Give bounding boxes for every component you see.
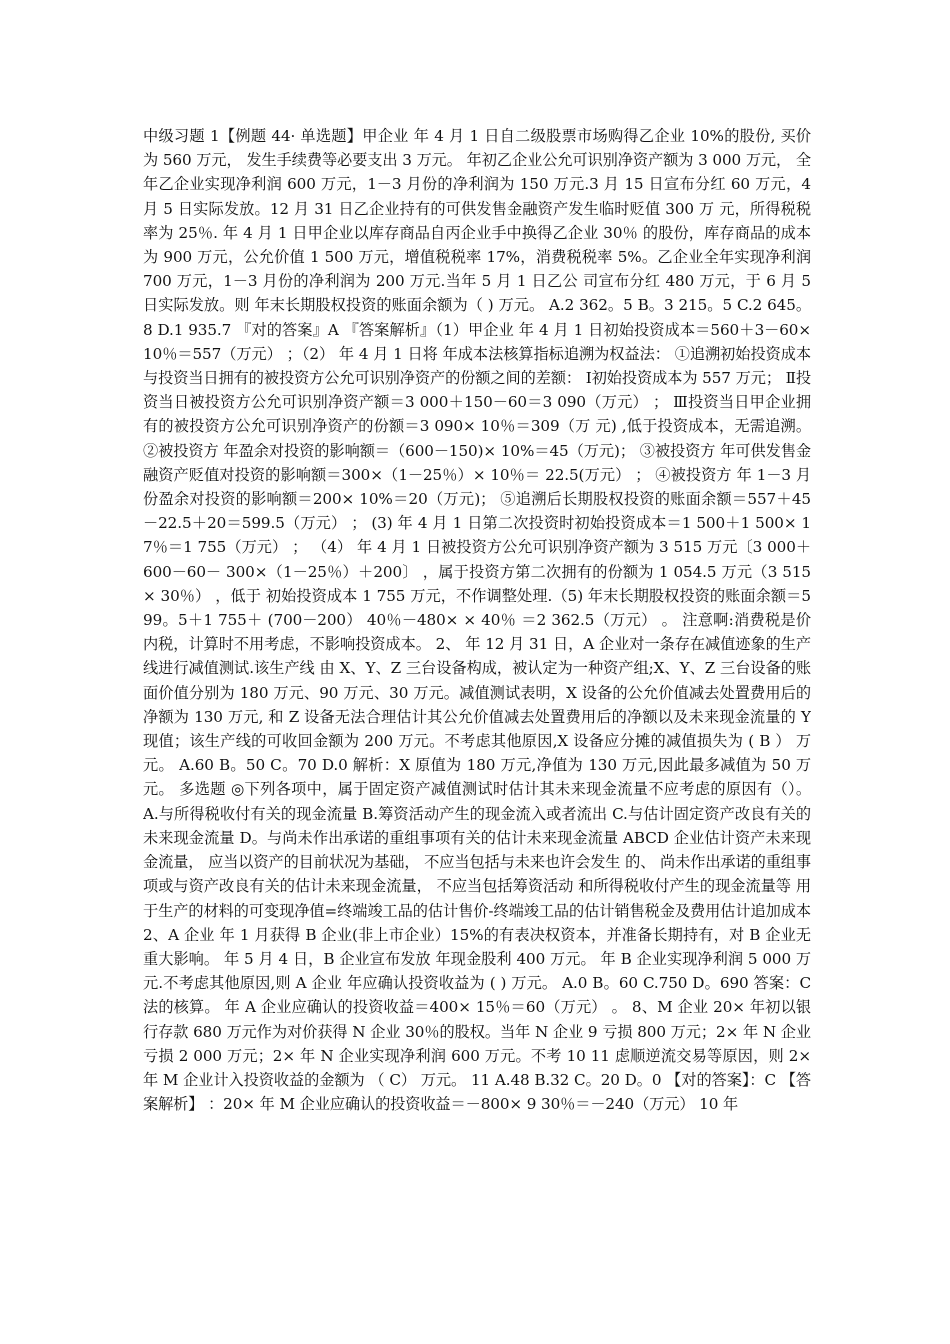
- document-body-text: 中级习题 1【例题 44· 单选题】甲企业 年 4 月 1 日自二级股票市场购得乙企业 10%的股份, 买价 为 560 万元， 发生手续费等必要支出 3 万元。 年初乙企业公允可识别净资产额为 3 000 万元， 全年乙企业实现净利润 600 万元，1－3 月份的净利润为 150 万元.3 月 15 日宣布分红 60 万元，4 月 5 日实际发放。12 月 31 日乙企业持有的可供发售金融资产发生临时贬值 300 万 元，所得税税率为 25％. 年 4 月 1 日甲企业以库存商品自丙企业手中换得乙企业 30％ 的股份，库存商品的成本为 900 万元，公允价值 1 500 万元，增值税税率 17%，消费税税率 5%。乙企业全年实现净利润 700 万元，1－3 月份的净利润为 200 万元.当年 5 月 1 日乙公 司宣布分红 480 万元，于 6 月 5 日实际发放。则 年末长期股权投资的账面余额为（ ) 万元。 A.2 362。5 B。3 215。5 C.2 645。8 D.1 935.7 『对的答案』A 『答案解析』（1）甲企业 年 4 月 1 日初始投资成本＝560＋3－60× 10％＝557（万元） ；（2） 年 4 月 1 日将 年成本法核算指标追溯为权益法： ①追溯初始投资成本与投资当日拥有的被投资方公允可识别净资产的份额之间的差额： Ⅰ初始投资成本为 557 万元； Ⅱ投资当日被投资方公允可识别净资产额＝3 000＋150－60＝3 090（万元） ； Ⅲ投资当日甲企业拥有的被投资方公允可识别净资产的份额＝3 090× 10％＝309（万 元) ,低于投资成本，无需追溯。 ②被投资方 年盈余对投资的影响额＝（600－150)× 10%＝45（万元)； ③被投资方 年可供发售金融资产贬值对投资的影响额＝300×（1－25％）× 10％＝ 22.5(万元） ； ④被投资方 年 1－3 月份盈余对投资的影响额＝200× 10%＝20（万元)； ⑤追溯后长期股权投资的账面余额＝557＋45－22.5＋20＝599.5（万元） ； (3) 年 4 月 1 日第二次投资时初始投资成本＝1 500＋1 500× 17％＝1 755（万元） ； （4） 年 4 月 1 日被投资方公允可识别净资产额为 3 515 万元〔3 000＋600－60－ 300×（1－25％）＋200〕 ，属于投资方第二次拥有的份额为 1 054.5 万元（3 515× 30％） ，低于 初始投资成本 1 755 万元，不作调整处理.（5) 年末长期股权投资的账面余额＝599。5＋1 755＋ (700－200） 40％－480× × 40％ ＝2 362.5（万元） 。 注意啊:消费税是价内税，计算时不用考虑，不影响投资成本。 2、 年 12 月 31 日，A 企业对一条存在减值迹象的生产线进行减值测试.该生产线 由 X、Y、Z 三台设备构成，被认定为一种资产组;X、Y、Z 三台设备的账面价值分别为 180 万元、90 万元、30 万元。减值测试表明，X 设备的公允价值减去处置费用后的净额为 130 万元, 和 Z 设备无法合理估计其公允价值减去处置费用后的净额以及未来现金流量的 Y 现值；该生产线的可收回金额为 200 万元。不考虑其他原因,X 设备应分摊的减值损失为 ( B ） 万元。 A.60 B。50 C。70 D.0 解析：X 原值为 180 万元,净值为 130 万元,因此最多减值为 50 万元。 多选题 ◎下列各项中，属于固定资产减值测试时估计其未来现金流量不应考虑的原因有（）。 A.与所得税收付有关的现金流量 B.筹资活动产生的现金流入或者流出 C.与估计固定资产改良有关的未来现金流量 D。与尚未作出承诺的重组事项有关的估计未来现金流量 ABCD 企业估计资产未来现金流量， 应当以资产的目前状况为基础， 不应当包括与未来也许会发生 的、 尚未作出承诺的重组事项或与资产改良有关的估计未来现金流量， 不应当包括筹资活动 和所得税收付产生的现金流量等 用于生产的材料的可变现净值=终端竣工品的估计售价-终端竣工品的估计销售税金及费用估计追加成本 2、A 企业 年 1 月获得 B 企业(非上市企业）15%的有表决权资本，并准备长期持有，对 B 企业无重大影响。 年 5 月 4 日，B 企业宣布发放 年现金股利 400 万元。 年 B 企业实现净利润 5 000 万元.不考虑其他原因,则 A 企业 年应确认投资收益为 ( ) 万元。 A.0 B。60 C.750 D。690 答案：C 法的核算。 年 A 企业应确认的投资收益＝400× 15％＝60（万元） 。 8、M 企业 20× 年初以银行存款 680 万元作为对价获得 N 企业 30％的股权。当年 N 企业 9 亏损 800 万元；2× 年 N 企业亏损 2 000 万元；2× 年 N 企业实现净利润 600 万元。不考 10 11 虑顺逆流交易等原因，则 2× 年 M 企业计入投资收益的金额为 （ C） 万元。 11 A.48 B.32 C。20 D。0 【对的答案】：C 【答案解析】 ：20× 年 M 企业应确认的投资收益＝－800× 9 30％＝－240（万元） 10 年: [143, 127, 811, 1114]
- document-page: [143, 124, 811, 1224]
